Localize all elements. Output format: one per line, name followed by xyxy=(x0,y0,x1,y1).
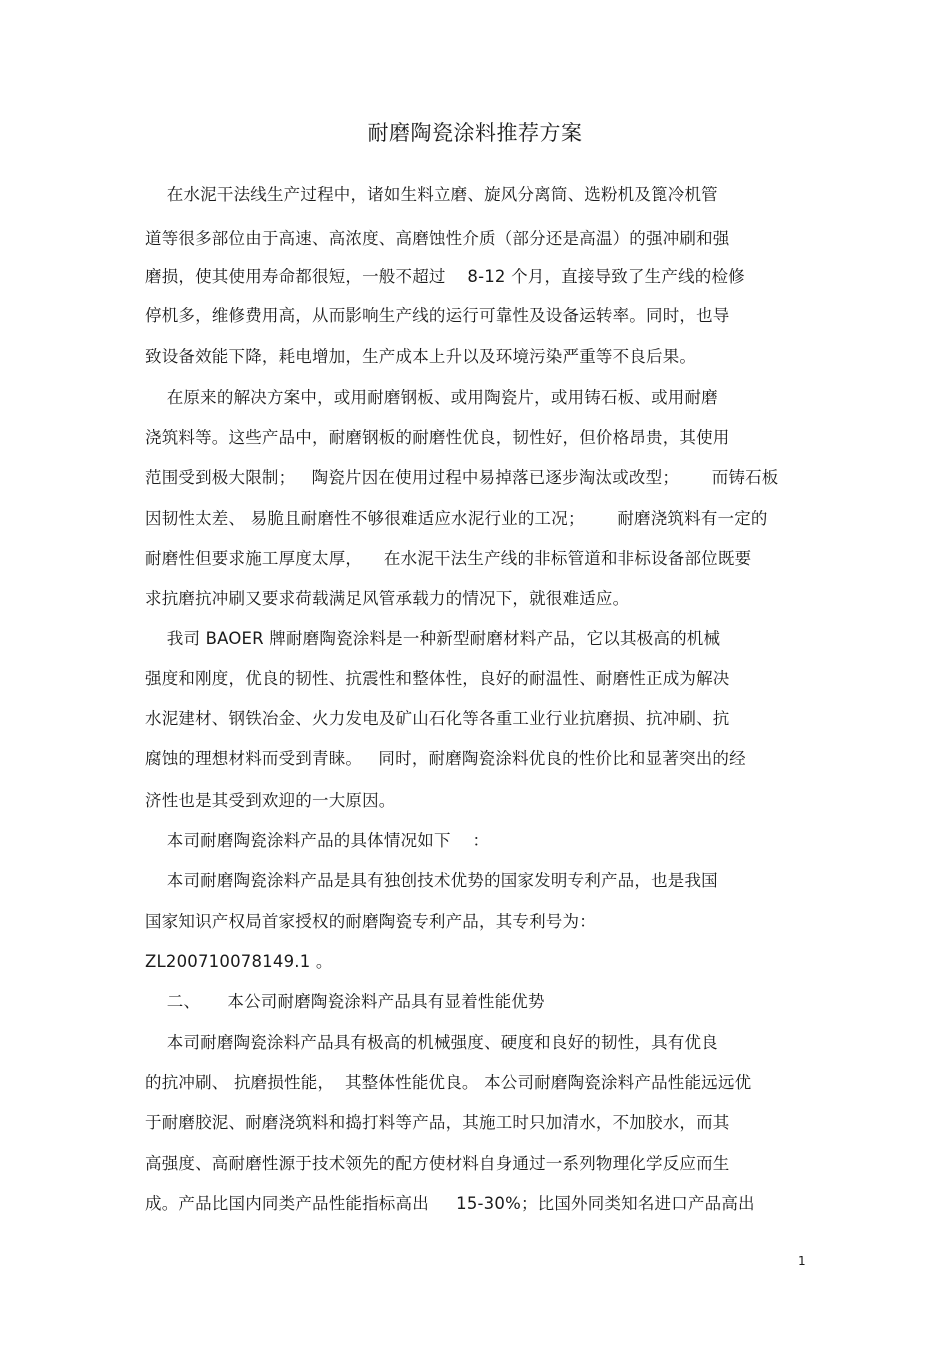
body-text-line: 浇筑料等。这些产品中，耐磨钢板的耐磨性优良，韧性好，但价格昂贵，其使用 xyxy=(145,428,730,447)
body-text-line: 我司 BAOER 牌耐磨陶瓷涂料是一种新型耐磨材料产品，它以其极高的机械 xyxy=(145,629,721,648)
body-text-line: 高强度、高耐磨性源于技术领先的配方使材料自身通过一系列物理化学反应而生 xyxy=(145,1154,730,1173)
body-text-line: 耐磨性但要求施工厚度太厚， 在水泥干法生产线的非标管道和非标设备部位既要 xyxy=(145,549,752,568)
body-text-line: 本司耐磨陶瓷涂料产品的具体情况如下 ： xyxy=(145,831,490,850)
body-text-line: 因韧性太差、 易脆且耐磨性不够很难适应水泥行业的工况； 耐磨浇筑料有一定的 xyxy=(145,509,768,528)
body-text-line: 停机多，维修费用高，从而影响生产线的运行可靠性及设备运转率。同时，也导 xyxy=(145,306,730,325)
body-text-line: 成。产品比国内同类产品性能指标高出 15-30%；比国外同类知名进口产品高出 xyxy=(145,1194,755,1213)
section-heading: 二、 本公司耐磨陶瓷涂料产品具有显着性能优势 xyxy=(145,992,545,1011)
body-text-line: 于耐磨胶泥、耐磨浇筑料和捣打料等产品，其施工时只加清水，不加胶水，而其 xyxy=(145,1113,730,1132)
document-title: 耐磨陶瓷涂料推荐方案 xyxy=(367,121,583,145)
page-number: 1 xyxy=(798,1254,806,1268)
body-text-line: 国家知识产权局首家授权的耐磨陶瓷专利产品，其专利号为： xyxy=(145,912,596,931)
body-text-line: 本司耐磨陶瓷涂料产品是具有独创技术优势的国家发明专利产品，也是我国 xyxy=(145,871,718,890)
body-text-line: 磨损，使其使用寿命都很短，一般不超过 8-12 个月，直接导致了生产线的检修 xyxy=(145,267,745,286)
body-text-line: 求抗磨抗冲刷又要求荷载满足风管承载力的情况下，就很难适应。 xyxy=(145,589,630,608)
body-text-line: 道等很多部位由于高速、高浓度、高磨蚀性介质（部分还是高温）的强冲刷和强 xyxy=(145,229,730,248)
body-text-line: 在原来的解决方案中，或用耐磨钢板、或用陶瓷片，或用铸石板、或用耐磨 xyxy=(145,388,718,407)
body-text-line: 在水泥干法线生产过程中，诸如生料立磨、旋风分离筒、选粉机及篦冷机管 xyxy=(145,185,718,204)
patent-number: ZL200710078149.1 。 xyxy=(145,952,333,971)
body-text-line: 济性也是其受到欢迎的一大原因。 xyxy=(145,791,396,810)
body-text-line: 范围受到极大限制； 陶瓷片因在使用过程中易掉落已逐步淘汰或改型； 而铸石板 xyxy=(145,468,779,487)
body-text-line: 水泥建材、钢铁冶金、火力发电及矿山石化等各重工业行业抗磨损、抗冲刷、抗 xyxy=(145,709,730,728)
body-text-line: 的抗冲刷、 抗磨损性能， 其整体性能优良。 本公司耐磨陶瓷涂料产品性能远远优 xyxy=(145,1073,752,1092)
body-text-line: 强度和刚度，优良的韧性、抗震性和整体性，良好的耐温性、耐磨性正成为解决 xyxy=(145,669,730,688)
body-text-line: 腐蚀的理想材料而受到青睐。 同时，耐磨陶瓷涂料优良的性价比和显著突出的经 xyxy=(145,749,746,768)
body-text-line: 本司耐磨陶瓷涂料产品具有极高的机械强度、硬度和良好的韧性，具有优良 xyxy=(145,1033,718,1052)
body-text-line: 致设备效能下降，耗电增加，生产成本上升以及环境污染严重等不良后果。 xyxy=(145,347,697,366)
